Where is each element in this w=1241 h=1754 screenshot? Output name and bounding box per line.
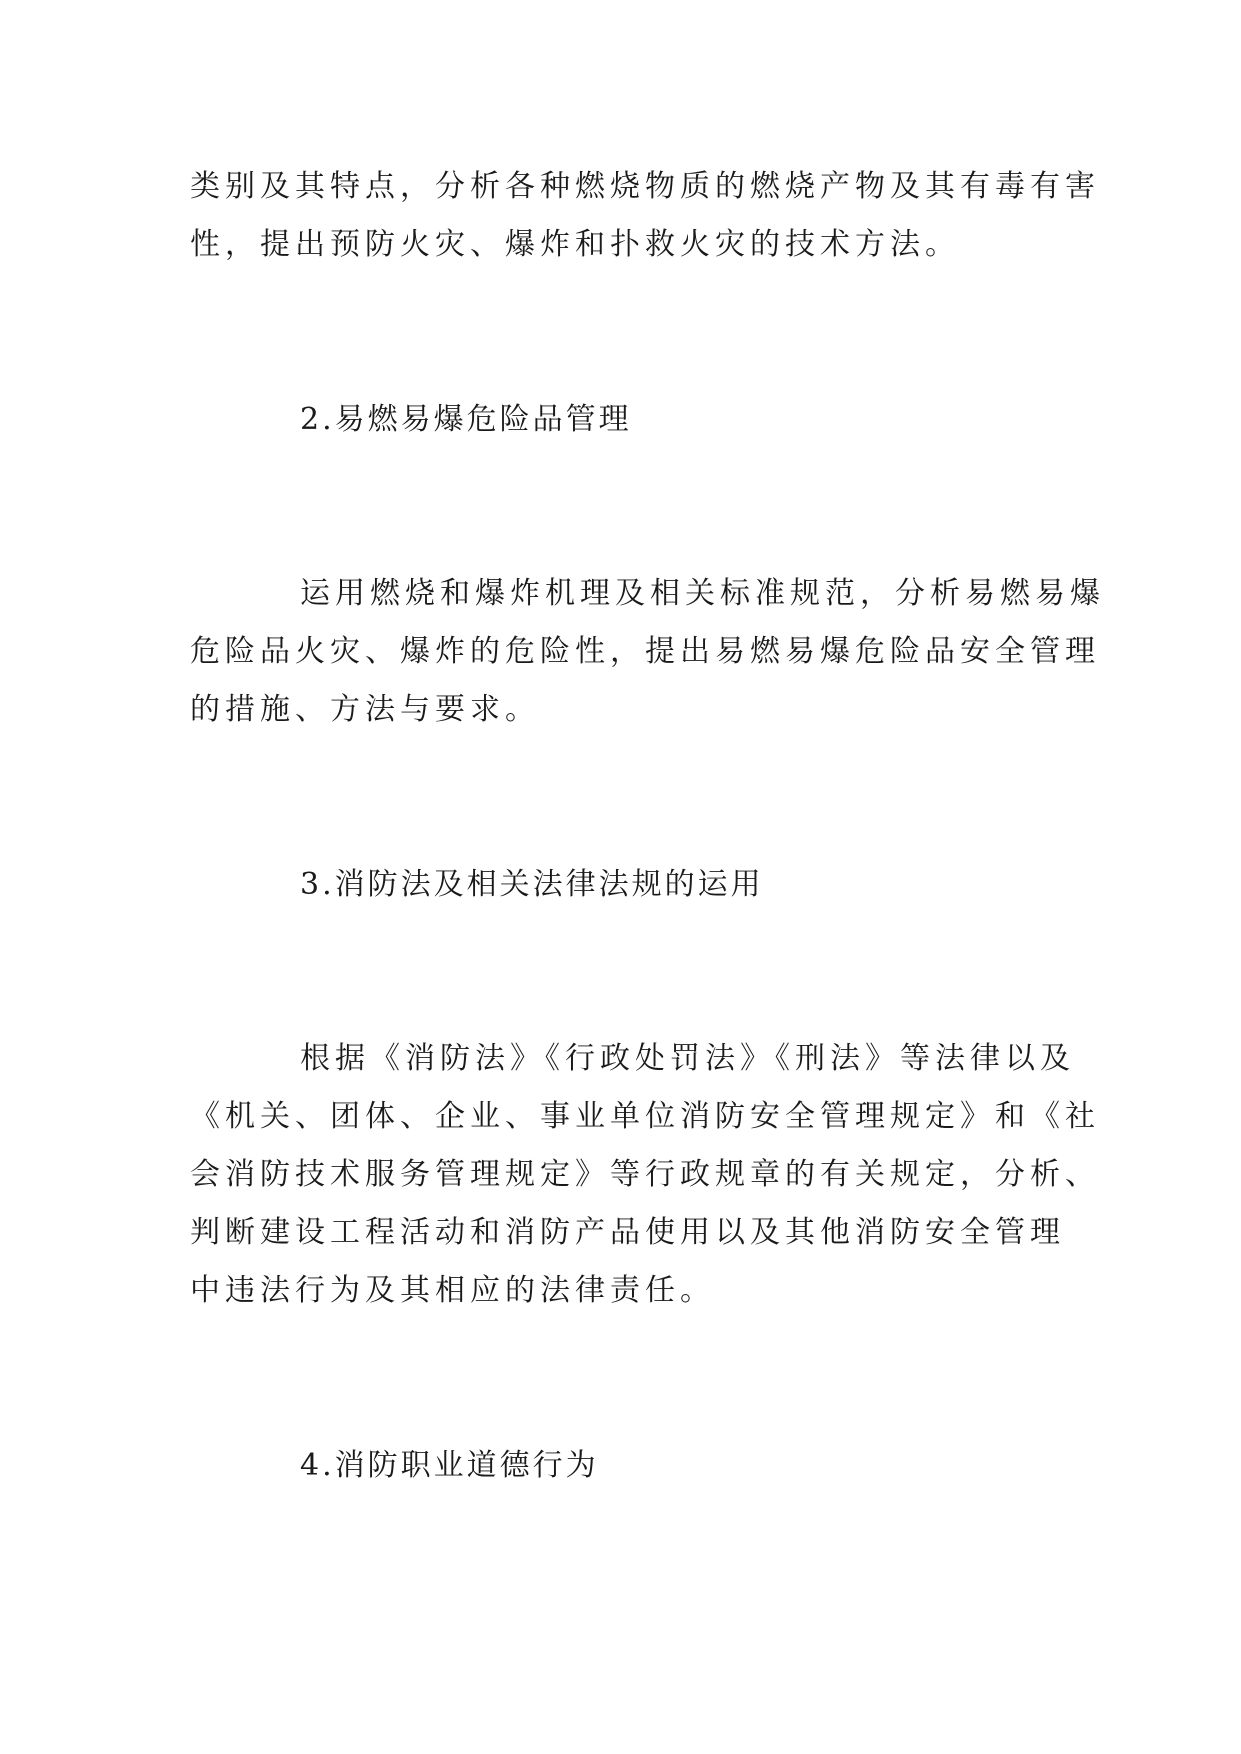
section-heading: 4.消防职业道德行为 — [300, 1448, 599, 1483]
paragraph-line: 判断建设工程活动和消防产品使用以及其他消防安全管理 — [190, 1215, 1065, 1250]
paragraph-line: 的措施、方法与要求。 — [190, 692, 540, 727]
paragraph-line: 运用燃烧和爆炸机理及相关标准规范，分析易燃易爆 — [300, 576, 1105, 611]
paragraph-line: 危险品火灾、爆炸的危险性，提出易燃易爆危险品安全管理 — [190, 634, 1100, 669]
paragraph-line: 类别及其特点，分析各种燃烧物质的燃烧产物及其有毒有害 — [190, 169, 1100, 204]
paragraph-line: 中违法行为及其相应的法律责任。 — [190, 1273, 715, 1308]
paragraph-line: 《机关、团体、企业、事业单位消防安全管理规定》和《社 — [190, 1099, 1100, 1134]
section-heading: 3.消防法及相关法律法规的运用 — [300, 867, 764, 902]
paragraph-line: 性，提出预防火灾、爆炸和扑救火灾的技术方法。 — [190, 227, 960, 262]
paragraph-line: 根据《消防法》《行政处罚法》《刑法》等法律以及 — [300, 1041, 1075, 1076]
paragraph-line: 会消防技术服务管理规定》等行政规章的有关规定，分析、 — [190, 1157, 1100, 1192]
section-heading: 2.易燃易爆危险品管理 — [300, 402, 632, 437]
